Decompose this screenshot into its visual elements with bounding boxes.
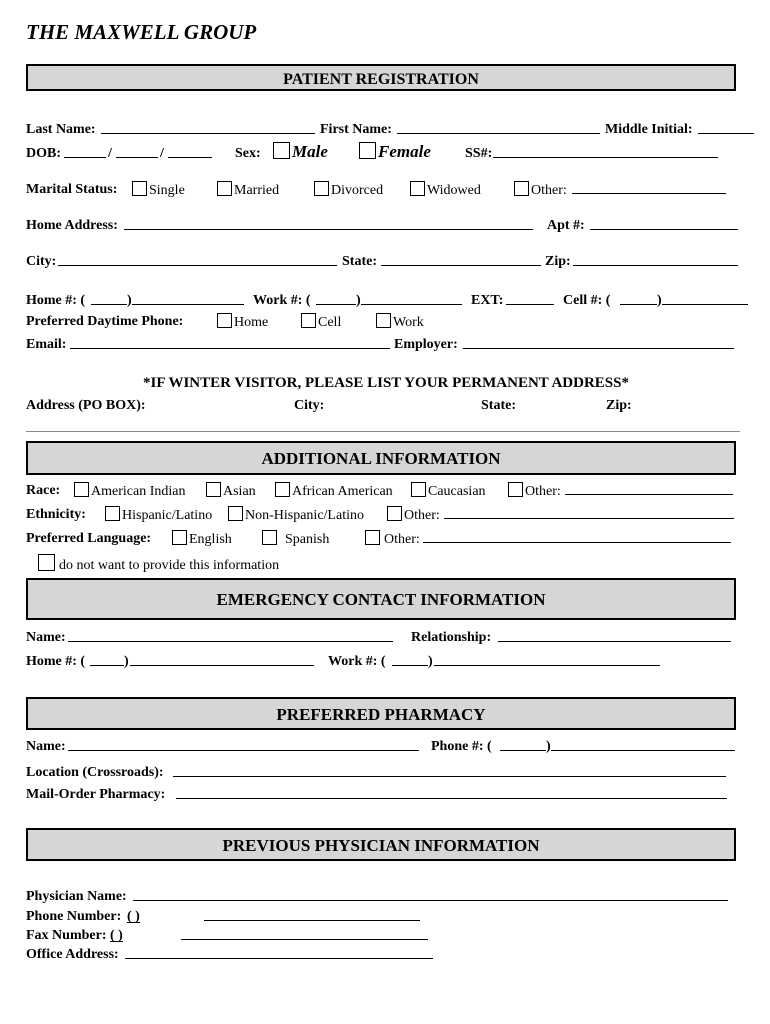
ext-field[interactable]	[506, 292, 554, 305]
permanent-address-row	[26, 397, 746, 415]
home-phone-label: Home #: (	[26, 293, 86, 308]
emergency-work-label: Work #: (	[328, 654, 386, 669]
perm-city-label: City:	[294, 398, 325, 413]
option-label: Caucasian	[428, 484, 486, 499]
race-other-field[interactable]	[565, 482, 733, 495]
employer-label: Employer:	[394, 337, 458, 352]
state-label: State:	[342, 254, 377, 269]
physician-office-row	[26, 946, 746, 964]
language-option-other[interactable]	[365, 530, 420, 549]
emergency-work-area-code-field[interactable]	[392, 653, 428, 666]
last-name-field[interactable]	[101, 121, 315, 134]
physician-phone-label: Phone Number:	[26, 909, 122, 924]
ethnicity-row	[26, 506, 746, 524]
physician-phone-row	[26, 908, 746, 926]
checkbox[interactable]	[387, 506, 402, 521]
decline-row	[26, 554, 746, 572]
email-label: Email:	[26, 337, 67, 352]
option-label: Asian	[223, 484, 256, 499]
dob-year-field[interactable]	[168, 145, 212, 158]
physician-fax-label: Fax Number:	[26, 928, 107, 943]
pharmacy-location-label: Location (Crossroads):	[26, 765, 164, 780]
cell-area-code-field[interactable]	[620, 292, 657, 305]
pharmacy-phone-label: Phone #: (	[431, 739, 492, 754]
pharmacy-location-field[interactable]	[173, 764, 726, 777]
section-header-previous-physician: PREVIOUS PHYSICIAN INFORMATION	[26, 828, 736, 861]
sex-male-option[interactable]	[273, 142, 328, 163]
physician-fax-field[interactable]	[181, 927, 428, 940]
dob-row	[26, 142, 746, 163]
checkbox[interactable]	[314, 181, 329, 196]
pharmacy-name-label: Name:	[26, 739, 66, 754]
checkbox[interactable]	[508, 482, 523, 497]
last-name-label: Last Name:	[26, 122, 96, 137]
mail-order-row	[26, 786, 746, 804]
dob-label: DOB:	[26, 146, 61, 161]
section-header-additional-information: ADDITIONAL INFORMATION	[26, 441, 736, 475]
sex-female-option[interactable]	[359, 142, 431, 163]
emergency-name-field[interactable]	[68, 629, 393, 642]
physician-fax-row	[26, 927, 746, 945]
option-label: Cell	[318, 315, 342, 330]
cell-label: Cell #: (	[563, 293, 611, 308]
email-row	[26, 336, 746, 354]
option-label: Divorced	[331, 183, 384, 198]
apt-field[interactable]	[590, 217, 738, 230]
physician-phone-field[interactable]	[204, 908, 420, 921]
emergency-name-row	[26, 629, 746, 647]
marital-other-field[interactable]	[572, 181, 726, 194]
ethnicity-option-other[interactable]	[387, 506, 440, 525]
dob-month-field[interactable]	[64, 145, 106, 158]
emergency-home-phone-field[interactable]	[130, 653, 314, 666]
language-option-english[interactable]	[172, 530, 232, 549]
option-label: Other:	[525, 484, 561, 499]
physician-area-code[interactable]: ( )	[127, 909, 140, 924]
emergency-home-area-code-field[interactable]	[90, 653, 124, 666]
race-option-other[interactable]	[508, 482, 561, 501]
option-label: Other:	[404, 508, 440, 523]
first-name-field[interactable]	[397, 121, 600, 134]
option-label: Spanish	[285, 532, 330, 547]
physician-office-label: Office Address:	[26, 947, 119, 962]
perm-zip-label: Zip:	[606, 398, 632, 413]
ss-label: SS#:	[465, 146, 493, 161]
pharmacy-area-code-field[interactable]	[500, 738, 546, 751]
home-area-code-field[interactable]	[91, 292, 127, 305]
male-label: Male	[292, 142, 328, 161]
checkbox[interactable]	[217, 181, 232, 196]
race-option-asian[interactable]	[206, 482, 256, 501]
relationship-label: Relationship:	[411, 630, 492, 645]
section-header-preferred-pharmacy: PREFERRED PHARMACY	[26, 697, 736, 730]
preferred-phone-option-home[interactable]	[217, 313, 268, 332]
physician-name-field[interactable]	[133, 888, 728, 901]
checkbox[interactable]	[206, 482, 221, 497]
middle-initial-label: Middle Initial:	[605, 122, 693, 137]
pharmacy-location-row	[26, 764, 746, 782]
ext-label: EXT:	[471, 293, 504, 308]
physician-fax-area-code[interactable]: ( )	[110, 928, 123, 943]
preferred-phone-label: Preferred Daytime Phone:	[26, 314, 184, 329]
language-option-spanish[interactable]	[262, 530, 329, 549]
checkbox[interactable]	[411, 482, 426, 497]
city-row	[26, 253, 746, 271]
preferred-phone-row	[26, 313, 746, 331]
cell-phone-field[interactable]	[662, 292, 748, 305]
language-other-field[interactable]	[423, 530, 731, 543]
phone-row	[26, 292, 746, 310]
apt-label: Apt #:	[547, 218, 585, 233]
preferred-phone-option-work[interactable]	[376, 313, 424, 332]
ethnicity-option-hispanic[interactable]	[105, 506, 212, 525]
option-label: Home	[234, 315, 269, 330]
marital-option-single[interactable]	[132, 181, 185, 200]
race-label: Race:	[26, 483, 61, 498]
preferred-phone-option-cell[interactable]	[301, 313, 341, 332]
emergency-work-phone-field[interactable]	[434, 653, 660, 666]
mail-order-label: Mail-Order Pharmacy:	[26, 787, 166, 802]
option-label: Hispanic/Latino	[122, 508, 213, 523]
ethnicity-option-non-hispanic[interactable]	[228, 506, 364, 525]
female-checkbox[interactable]	[359, 142, 376, 159]
pharmacy-name-row	[26, 738, 746, 756]
paren: )	[356, 293, 361, 308]
section-header-patient-registration: PATIENT REGISTRATION	[26, 64, 736, 91]
city-field[interactable]	[58, 253, 337, 266]
checkbox[interactable]	[365, 530, 380, 545]
checkbox[interactable]	[514, 181, 529, 196]
race-option-african-american[interactable]	[275, 482, 393, 501]
checkbox[interactable]	[132, 181, 147, 196]
option-label: Widowed	[427, 183, 481, 198]
option-label: Non-Hispanic/Latino	[245, 508, 364, 523]
zip-field[interactable]	[573, 253, 738, 266]
city-label: City:	[26, 254, 57, 269]
mail-order-field[interactable]	[176, 786, 727, 799]
dob-separator: /	[160, 146, 164, 161]
zip-label: Zip:	[545, 254, 571, 269]
checkbox[interactable]	[74, 482, 89, 497]
work-phone-field[interactable]	[361, 292, 462, 305]
home-address-field[interactable]	[124, 217, 533, 230]
option-label: African American	[292, 484, 393, 499]
perm-state-label: State:	[481, 398, 516, 413]
marital-status-label: Marital Status:	[26, 182, 118, 197]
language-row	[26, 530, 746, 548]
permanent-address-line[interactable]	[26, 431, 740, 432]
checkbox[interactable]	[228, 506, 243, 521]
checkbox[interactable]	[105, 506, 120, 521]
race-option-american-indian[interactable]	[74, 482, 185, 501]
paren: )	[127, 293, 132, 308]
physician-name-label: Physician Name:	[26, 889, 127, 904]
paren: )	[428, 654, 433, 669]
relationship-field[interactable]	[498, 629, 731, 642]
employer-field[interactable]	[463, 336, 734, 349]
email-field[interactable]	[70, 336, 390, 349]
option-label: Other:	[531, 183, 567, 198]
checkbox[interactable]	[172, 530, 187, 545]
male-checkbox[interactable]	[273, 142, 290, 159]
pharmacy-name-field[interactable]	[68, 738, 419, 751]
race-option-caucasian[interactable]	[411, 482, 486, 501]
ethnicity-other-field[interactable]	[444, 506, 734, 519]
sex-label: Sex:	[235, 146, 261, 161]
home-phone-field[interactable]	[132, 292, 244, 305]
work-phone-label: Work #: (	[253, 293, 311, 308]
checkbox[interactable]	[38, 554, 55, 571]
marital-row	[26, 181, 746, 199]
address-row	[26, 217, 746, 235]
decline-option[interactable]	[38, 554, 279, 575]
option-label: Other:	[384, 532, 420, 547]
emergency-phone-row	[26, 653, 746, 671]
marital-option-married[interactable]	[217, 181, 279, 200]
page-title: THE MAXWELL GROUP	[26, 20, 257, 44]
emergency-home-label: Home #: (	[26, 654, 86, 669]
name-row	[26, 121, 746, 139]
checkbox[interactable]	[301, 313, 316, 328]
dob-separator: /	[108, 146, 112, 161]
pharmacy-phone-field[interactable]	[551, 738, 735, 751]
winter-visitor-notice: *IF WINTER VISITOR, PLEASE LIST YOUR PERMANENT ADDRESS*	[143, 375, 629, 391]
physician-name-row	[26, 888, 746, 906]
paren: )	[124, 654, 129, 669]
home-address-label: Home Address:	[26, 218, 118, 233]
checkbox[interactable]	[217, 313, 232, 328]
preferred-language-label: Preferred Language:	[26, 531, 152, 546]
female-label: Female	[378, 142, 431, 161]
marital-option-other[interactable]	[514, 181, 567, 200]
checkbox[interactable]	[376, 313, 391, 328]
paren: )	[546, 739, 551, 754]
option-label: Single	[149, 183, 185, 198]
state-field[interactable]	[381, 253, 541, 266]
option-label: American Indian	[91, 484, 186, 499]
middle-initial-field[interactable]	[698, 121, 754, 134]
perm-address-label: Address (PO BOX):	[26, 398, 146, 413]
work-area-code-field[interactable]	[316, 292, 356, 305]
race-row	[26, 482, 746, 500]
dob-day-field[interactable]	[116, 145, 158, 158]
paren: )	[657, 293, 662, 308]
first-name-label: First Name:	[320, 122, 392, 137]
checkbox[interactable]	[262, 530, 277, 545]
ss-field[interactable]	[493, 145, 718, 158]
physician-office-field[interactable]	[125, 946, 433, 959]
checkbox[interactable]	[275, 482, 290, 497]
emergency-name-label: Name:	[26, 630, 66, 645]
ethnicity-label: Ethnicity:	[26, 507, 86, 522]
option-label: Married	[234, 183, 280, 198]
checkbox[interactable]	[410, 181, 425, 196]
marital-option-widowed[interactable]	[410, 181, 481, 200]
section-header-emergency-contact: EMERGENCY CONTACT INFORMATION	[26, 578, 736, 620]
marital-option-divorced[interactable]	[314, 181, 383, 200]
option-label: Work	[393, 315, 424, 330]
option-label: English	[189, 532, 232, 547]
option-label: do not want to provide this information	[59, 558, 280, 573]
